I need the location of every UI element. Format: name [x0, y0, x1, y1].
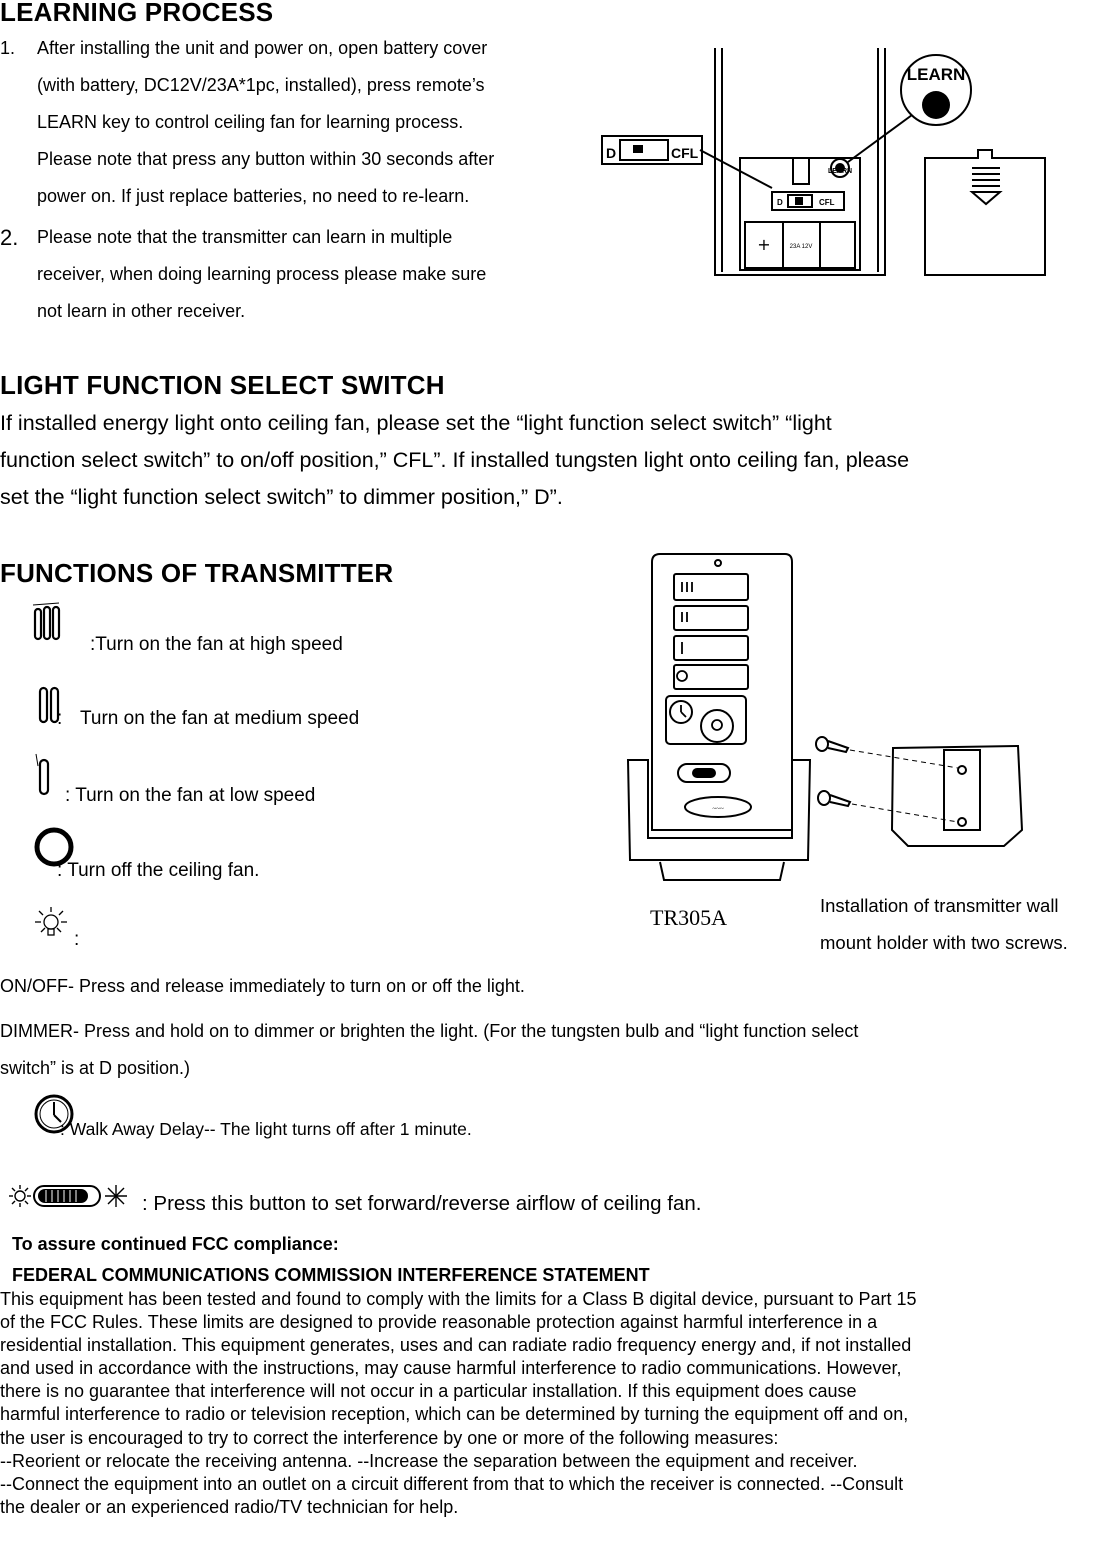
- transmitter-front-figure: [620, 550, 810, 885]
- fcc-heading: To assure continued FCC compliance:: [12, 1234, 339, 1254]
- caption-line: Installation of transmitter wall: [820, 895, 1059, 916]
- step-line: Please note that press any button within 30 seconds after: [37, 149, 495, 169]
- fcc-line: --Reorient or relocate the receiving antenna. --Increase the separation between the equipment and receiver.: [0, 1450, 858, 1471]
- transmitter-title: FUNCTIONS OF TRANSMITTER: [0, 558, 394, 588]
- learn-small-label: LEARN: [827, 168, 853, 175]
- step-line: LEARN key to control ceiling fan for learning process.: [37, 112, 464, 132]
- paragraph-line: function select switch” to on/off position,” CFL”. If installed tungsten light onto ceiling fan, please: [0, 448, 910, 472]
- brand-mark: ~~~: [712, 805, 724, 813]
- low-speed-icon: [34, 752, 56, 798]
- step-line: power on. If just replace batteries, no need to re-learn.: [37, 186, 470, 206]
- step-number: 1.: [0, 38, 16, 58]
- learning-step-1: [0, 30, 600, 215]
- fcc-line: harmful interference to radio or television reception, which can be determined by turning the equipment off and on,: [0, 1404, 909, 1425]
- battery-plus: +: [757, 235, 771, 254]
- on-off-text: ON/OFF- Press and release immediately to turn on or off the light.: [0, 976, 525, 996]
- remote-battery-figure: [600, 40, 1060, 285]
- switch-d-label: D: [606, 145, 617, 161]
- dimmer-text: [0, 1013, 1098, 1087]
- fcc-line: there is no guarantee that interference will not occur in a particular installation. If this equipment does cause: [0, 1381, 857, 1402]
- step-line: Please note that the transmitter can learn in multiple: [37, 227, 453, 247]
- fcc-line: --Connect the equipment into an outlet on a circuit different from that to which the receiver is connected. --Consult: [0, 1473, 904, 1494]
- fcc-statement-body: [0, 1288, 1098, 1519]
- fcc-line: and used in accordance with the instructions, may cause harmful interference to radio communications. However,: [0, 1358, 902, 1379]
- high-speed-icon: [33, 603, 63, 645]
- light-switch-paragraph: [0, 405, 1098, 516]
- learning-step-2: [0, 219, 600, 330]
- step-line: After installing the unit and power on, open battery cover: [37, 38, 488, 58]
- low-speed-text: : Turn on the fan at low speed: [65, 785, 316, 806]
- switch-d-small: D: [777, 198, 783, 207]
- dimmer-line: switch” is at D position.): [0, 1058, 191, 1078]
- learn-callout-label: LEARN: [906, 65, 966, 84]
- light-colon: :: [74, 929, 80, 950]
- light-bulb-icon: [33, 905, 73, 945]
- switch-cfl-label: CFL: [671, 145, 699, 161]
- step-line: not learn in other receiver.: [37, 301, 246, 321]
- fcc-statement-heading: FEDERAL COMMUNICATIONS COMMISSION INTERFERENCE STATEMENT: [12, 1265, 650, 1285]
- forward-reverse-text: : Press this button to set forward/reverse airflow of ceiling fan.: [142, 1192, 702, 1215]
- fcc-line: the user is encouraged to try to correct the interference by one or more of the following measures:: [0, 1427, 779, 1448]
- fcc-line: residential installation. This equipment generates, uses and can radiate radio frequency energy and, if not installed: [0, 1335, 912, 1356]
- fcc-line: This equipment has been tested and found to comply with the limits for a Class B digital device, pursuant to Part 15: [0, 1289, 917, 1309]
- power-off-text: : Turn off the ceiling fan.: [57, 860, 260, 881]
- paragraph-line: If installed energy light onto ceiling fan, please set the “light function select switch” “light: [0, 411, 832, 435]
- dimmer-line: DIMMER- Press and hold on to dimmer or brighten the light. (For the tungsten bulb and “light function select: [0, 1021, 859, 1041]
- forward-reverse-icon: [6, 1182, 132, 1212]
- battery-label: 23A 12V: [789, 244, 813, 250]
- step-line: receiver, when doing learning process please make sure: [37, 264, 487, 284]
- wall-mount-figure: [808, 730, 1028, 855]
- medium-colon: :: [57, 708, 63, 729]
- fcc-line: of the FCC Rules. These limits are designed to provide reasonable protection against harmful interference in a: [0, 1312, 878, 1333]
- caption-line: mount holder with two screws.: [820, 932, 1068, 953]
- light-switch-title: LIGHT FUNCTION SELECT SWITCH: [0, 370, 445, 400]
- fcc-line: the dealer or an experienced radio/TV technician for help.: [0, 1496, 459, 1517]
- model-label: TR305A: [650, 905, 727, 930]
- paragraph-line: set the “light function select switch” to dimmer position,” D”.: [0, 485, 563, 509]
- switch-cfl-small: CFL: [819, 198, 835, 207]
- high-speed-text: :Turn on the fan at high speed: [90, 634, 343, 655]
- medium-speed-text: Turn on the fan at medium speed: [80, 708, 360, 729]
- learning-title: LEARNING PROCESS: [0, 0, 274, 27]
- step-number: 2.: [0, 225, 19, 250]
- walk-away-delay-text: : Walk Away Delay-- The light turns off after 1 minute.: [60, 1119, 472, 1139]
- step-line: (with battery, DC12V/23A*1pc, installed), press remote’s: [37, 75, 485, 95]
- install-caption: [820, 887, 1068, 961]
